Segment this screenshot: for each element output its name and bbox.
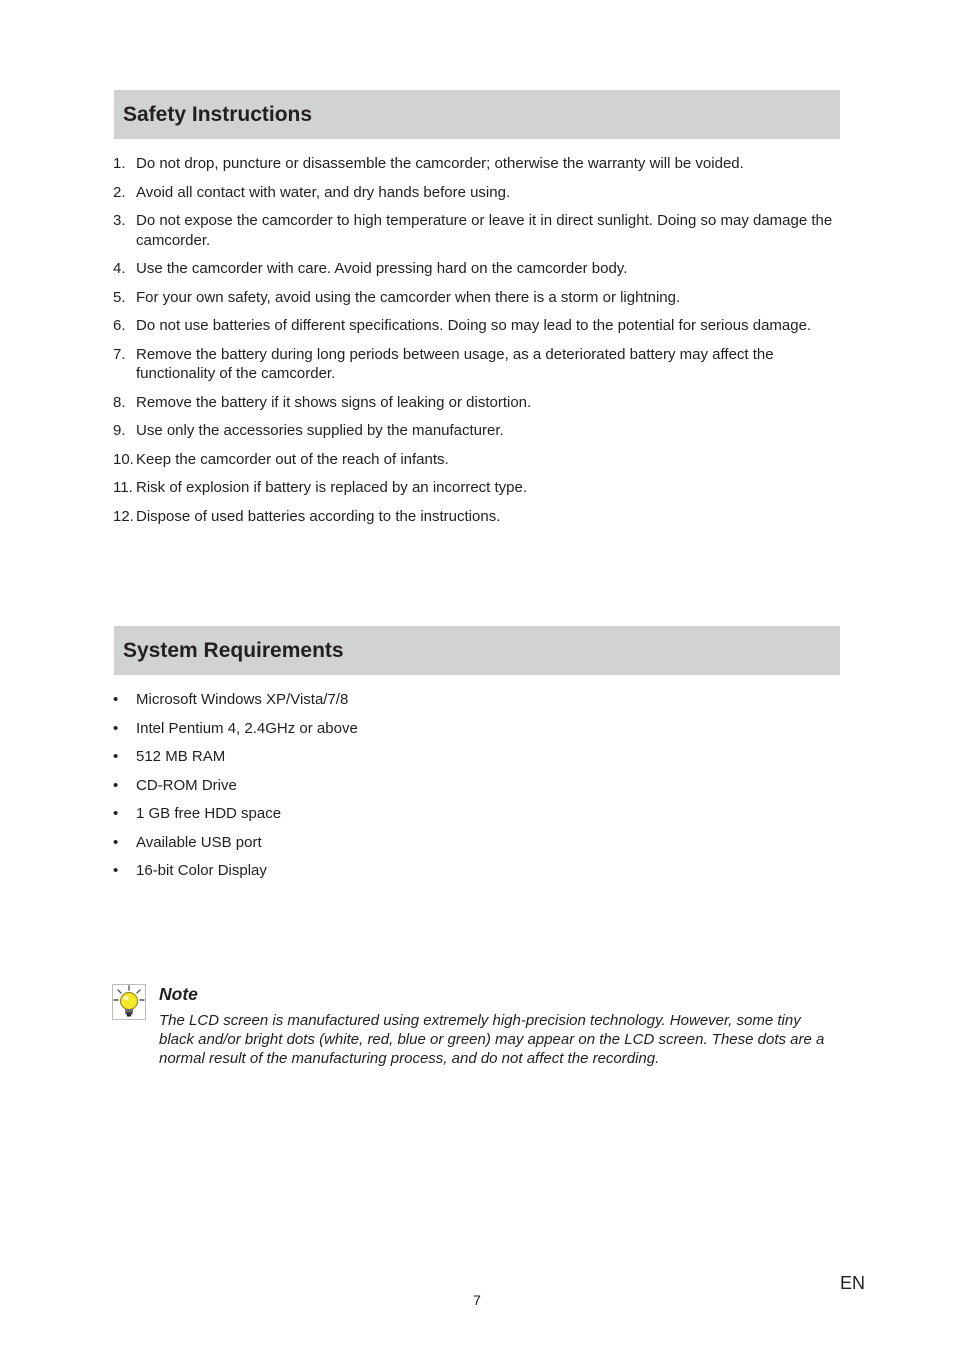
safety-item [113,345,833,384]
safety-item [113,183,833,203]
item-number: 6. [113,317,126,334]
item-number: 7. [113,345,126,363]
bullet: • [113,862,119,879]
bullet: • [113,719,119,737]
item-text: For your own safety, avoid using the camcorder when there is a storm or lightning. [136,288,681,306]
item-text: Do not expose the camcorder to high temperature or leave it in direct sunlight. Doing so may damage the camcorder. [136,212,833,249]
item-text: Keep the camcorder out of the reach of infants. [136,450,449,468]
safety-instructions-list [113,154,833,535]
bullet: • [113,833,119,851]
requirement-item [113,690,833,710]
item-text: Remove the battery if it shows signs of leaking or distortion. [136,393,532,411]
item-text: Avoid all contact with water, and dry hands before using. [136,183,511,201]
item-number: 4. [113,260,126,277]
safety-item [113,421,833,441]
safety-instructions-title: Safety Instructions [123,102,313,126]
item-text: Do not drop, puncture or disassemble the camcorder; otherwise the warranty will be voided. [136,155,744,172]
page-number: 7 [473,1292,481,1308]
requirement-item [113,747,833,767]
item-number: 1. [113,155,126,172]
item-number: 10. [113,450,134,468]
item-number: 9. [113,422,126,439]
note-title: Note [159,984,198,1004]
safety-item [113,393,833,413]
system-requirements-title: System Requirements [123,638,344,662]
system-requirements-header [114,626,840,675]
bullet: • [113,691,119,708]
item-text: Remove the battery during long periods between usage, as a deteriorated battery may affect the functionality of the camcorder. [136,345,774,382]
safety-item [113,478,833,498]
requirement-item [113,776,833,796]
requirement-item [113,804,833,824]
requirement-item [113,719,833,739]
item-text: Microsoft Windows XP/Vista/7/8 [136,691,349,708]
item-number: 11. [113,479,133,496]
item-text: Dispose of used batteries according to the instructions. [136,507,501,525]
safety-item [113,507,833,527]
system-requirements-list [113,690,833,890]
item-text: 1 GB free HDD space [136,805,282,822]
safety-item [113,450,833,470]
item-number: 8. [113,393,126,411]
safety-item [113,259,833,279]
bullet: • [113,748,119,765]
item-text: Use the camcorder with care. Avoid pressing hard on the camcorder body. [136,260,628,277]
item-text: 512 MB RAM [136,748,226,765]
safety-item [113,316,833,336]
safety-item [113,288,833,308]
safety-instructions-header [114,90,840,139]
item-number: 2. [113,183,126,201]
item-text: CD-ROM Drive [136,776,237,794]
requirement-item [113,861,833,881]
note-text: The LCD screen is manufactured using extremely high-precision technology. However, some tiny black and/or bright dots (white, red, blue or green) may appear on the LCD screen. These dots are a normal result of the manufacturing process, and do not affect the recording. [159,1012,825,1067]
item-text: Available USB port [136,833,262,851]
language-code: EN [840,1273,866,1293]
item-text: Risk of explosion if battery is replaced by an incorrect type. [136,479,528,496]
item-text: Do not use batteries of different specifications. Doing so may lead to the potential for serious damage. [136,317,812,334]
item-number: 12. [113,507,134,525]
item-text: 16-bit Color Display [136,862,267,879]
bullet: • [113,805,119,822]
item-number: 3. [113,212,126,229]
safety-item [113,154,833,174]
requirement-item [113,833,833,853]
bullet: • [113,776,119,794]
item-text: Intel Pentium 4, 2.4GHz or above [136,719,358,737]
safety-item [113,211,833,250]
lightbulb-icon [112,984,146,1020]
item-number: 5. [113,288,126,306]
item-text: Use only the accessories supplied by the manufacturer. [136,422,504,439]
